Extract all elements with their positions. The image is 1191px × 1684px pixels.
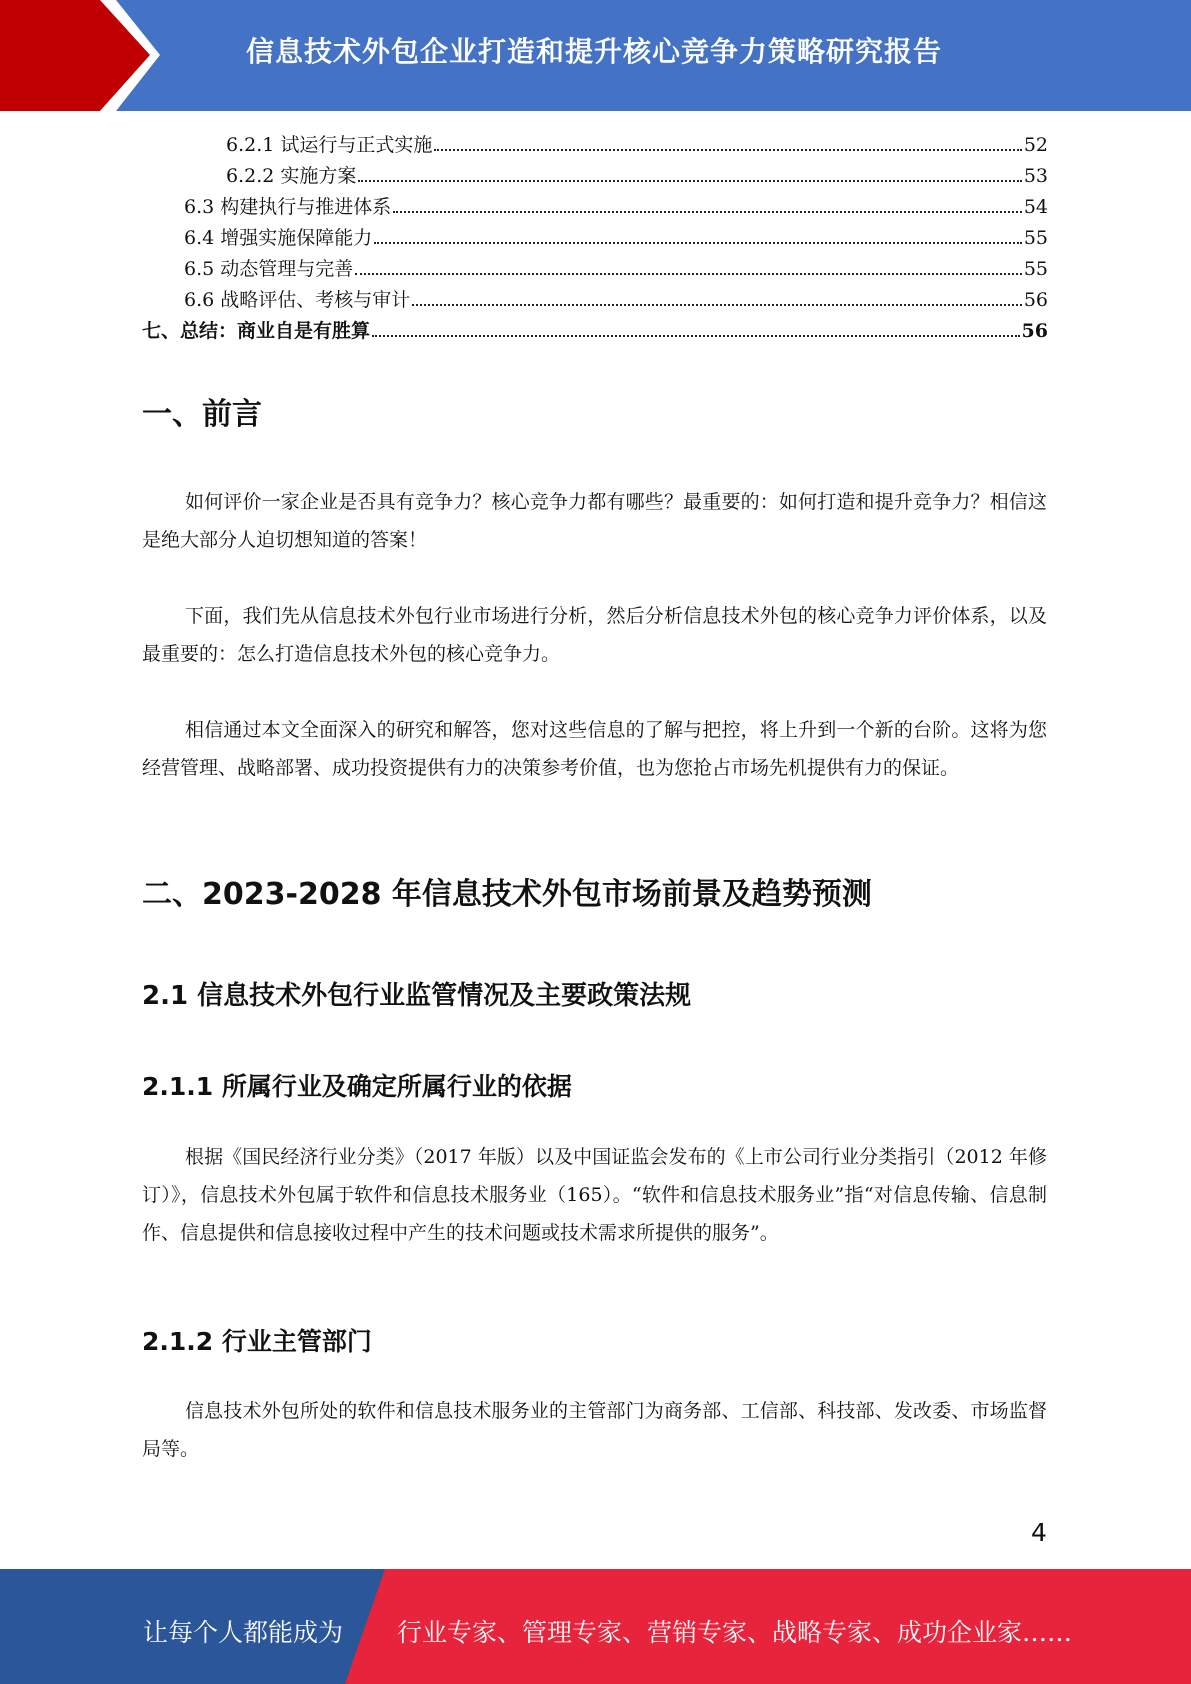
toc-leader-dots: [393, 210, 1022, 213]
subsection-heading-2-1-2: 2.1.2 行业主管部门: [142, 1327, 372, 1356]
toc-entry-label: 6.5 动态管理与完善: [184, 258, 354, 280]
paragraph-2-1-2: 信息技术外包所处的软件和信息技术服务业的主管部门为商务部、工信部、科技部、发改委、市场监督局等。: [142, 1400, 1047, 1460]
toc-entry[interactable]: [226, 130, 1048, 160]
toc-entry-label: 6.4 增强实施保障能力: [184, 227, 373, 249]
toc-entry-page: 52: [1023, 134, 1048, 156]
toc-entry-page: 55: [1023, 227, 1048, 249]
subsection-heading-2-1: 2.1 信息技术外包行业监管情况及主要政策法规: [142, 981, 692, 1011]
preface-paragraph-3: 相信通过本文全面深入的研究和解答，您对这些信息的了解与把控，将上升到一个新的台阶。这将为您经营管理、战略部署、成功投资提供有力的决策参考价值，也为您抢占市场先机提供有力的保证。: [142, 719, 1047, 779]
toc-entry[interactable]: [184, 192, 1048, 222]
toc-entry-label: 七、总结：商业自是有胜算: [142, 320, 371, 342]
footer-slogan-right: 行业专家、管理专家、营销专家、战略专家、成功企业家……: [397, 1618, 1073, 1647]
toc-leader-dots: [412, 303, 1022, 306]
toc-entry-chapter[interactable]: [142, 316, 1048, 346]
toc-entry[interactable]: [184, 254, 1048, 284]
toc-entry-page: 55: [1023, 258, 1048, 280]
toc-entry-label: 6.6 战略评估、考核与审计: [184, 289, 411, 311]
toc-leader-dots: [358, 179, 1021, 182]
toc-entry-label: 6.3 构建执行与推进体系: [184, 196, 392, 218]
toc-entry[interactable]: [184, 285, 1048, 315]
toc-entry-page: 56: [1021, 320, 1048, 342]
toc-leader-dots: [374, 241, 1022, 244]
section-heading-preface: 一、前言: [142, 397, 262, 432]
toc-leader-dots: [355, 272, 1022, 275]
preface-paragraph-1: 如何评价一家企业是否具有竞争力？核心竞争力都有哪些？最重要的：如何打造和提升竞争力？相信这是绝大部分人迫切想知道的答案！: [142, 491, 1047, 551]
preface-paragraph-2: 下面，我们先从信息技术外包行业市场进行分析，然后分析信息技术外包的核心竞争力评价体系，以及最重要的：怎么打造信息技术外包的核心竞争力。: [142, 605, 1047, 665]
page-footer: [0, 1569, 1191, 1684]
subsection-heading-2-1-1: 2.1.1 所属行业及确定所属行业的依据: [142, 1072, 572, 1101]
toc-entry[interactable]: [226, 161, 1048, 191]
toc-entry-label: 6.2.2 实施方案: [226, 165, 357, 187]
toc-entry[interactable]: [184, 223, 1048, 253]
toc-entry-page: 56: [1023, 289, 1048, 311]
toc-leader-dots: [372, 334, 1020, 337]
section-heading-market: 二、2023-2028 年信息技术外包市场前景及趋势预测: [142, 877, 872, 912]
page-header: [0, 0, 1191, 111]
footer-slogan-left: 让每个人都能成为: [143, 1618, 344, 1647]
page-number: 4: [1031, 1518, 1047, 1547]
toc-entry-page: 53: [1023, 165, 1048, 187]
toc-leader-dots: [434, 148, 1021, 151]
toc-entry-page: 54: [1023, 196, 1048, 218]
toc-entry-label: 6.2.1 试运行与正式实施: [226, 134, 433, 156]
report-title: 信息技术外包企业打造和提升核心竞争力策略研究报告: [246, 35, 943, 68]
paragraph-2-1-1: 根据《国民经济行业分类》（2017 年版）以及中国证监会发布的《上市公司行业分类指引（2012 年修订）》，信息技术外包属于软件和信息技术服务业（165）。“软件和信息技术服务业”指“对信息传输、信息制作、信息提供和信息接收过程中产生的技术问题或技术需求所提供的服务”。: [142, 1146, 1047, 1244]
